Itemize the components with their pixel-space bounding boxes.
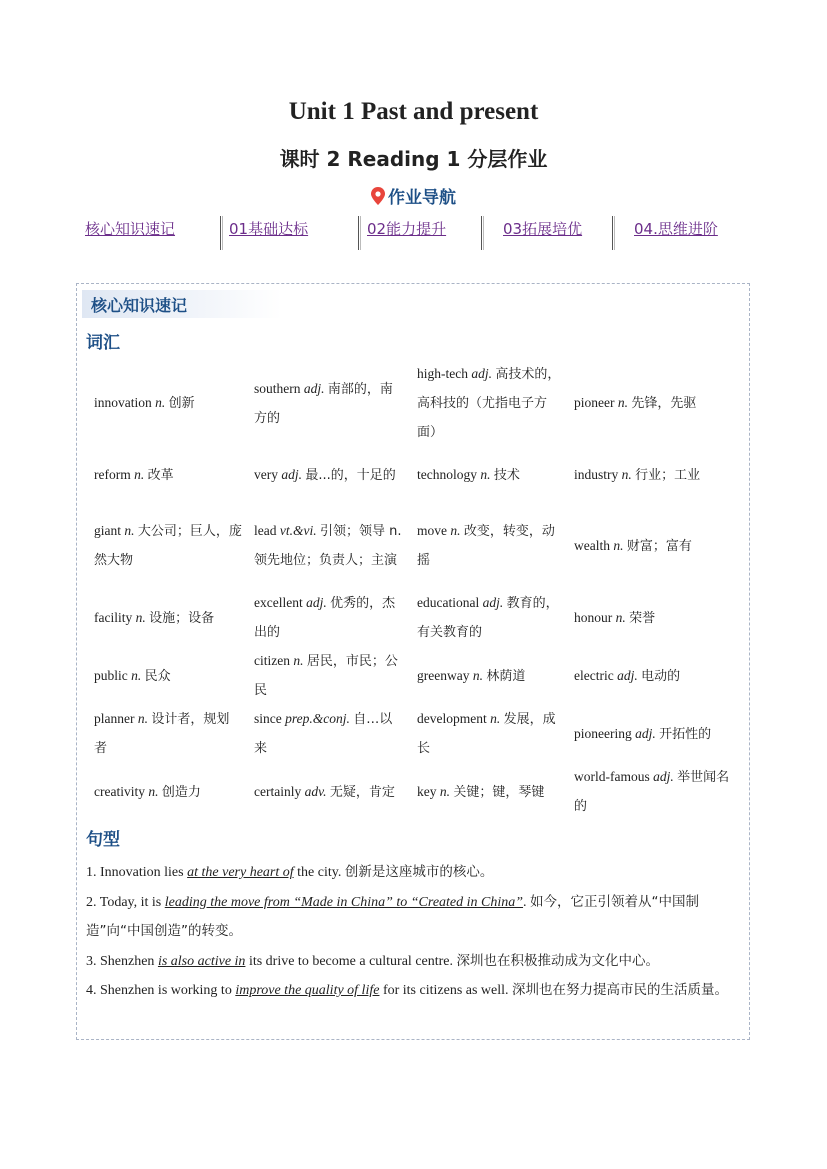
nav-heading-text: 作业导航 [388,188,456,208]
vocab-cell: wealth n. 财富；富有 [574,537,692,554]
key-phrase: leading the move from “Made in China” to “Created in China” [164,894,524,910]
vocab-cell: southern adj. 南部的，南方的 [254,380,393,426]
nav-divider [358,216,359,250]
nav-heading [0,183,827,208]
vocab-cell: citizen n. 居民，市民；公民 [254,653,398,698]
vocab-cell: excellent adj. 优秀的，杰出的 [254,595,396,640]
vocab-cell: development n. 发展，成长 [417,711,556,756]
sentence-item: 1. Innovation lies at the very heart of the city. 创新是这座城市的核心。 [86,864,494,880]
vocab-cell: very adj. 最...的，十足的 [254,466,396,483]
vocab-row [88,647,742,705]
vocab-cell: pioneer n. 先锋，先驱 [574,395,697,411]
vocab-cell: greenway n. 林荫道 [417,667,526,684]
nav-link-ability[interactable]: 02能力提升 [367,220,447,238]
sentence-list [86,858,740,1006]
key-phrase: is also active in [157,953,246,969]
vocab-cell: high-tech adj. 高技术的，高科技的（尤指电子方面） [417,366,561,440]
vocab-cell: electric adj. 电动的 [574,667,681,684]
vocab-cell: planner n. 设计者，规划者 [94,711,230,756]
vocab-cell: reform n. 改革 [94,466,174,483]
nav-divider [481,216,482,250]
vocab-row [88,589,742,647]
nav-divider [220,216,221,250]
vocab-cell: public n. 民众 [94,667,171,684]
vocab-row [88,447,742,503]
vocab-cell: innovation n. 创新 [94,395,195,411]
nav-divider [612,216,613,250]
vocab-cell: creativity n. 创造力 [94,783,201,800]
vocab-cell: honour n. 荣誉 [574,609,656,626]
nav-link-extension[interactable]: 03拓展培优 [503,220,583,238]
nav-link-basic[interactable]: 01基础达标 [229,220,309,238]
vocab-cell: giant n. 大公司；巨人，庞然大物 [94,523,242,568]
page-title: Unit 1 Past and present [288,98,539,125]
key-phrase: at the very heart of [187,865,294,880]
vocab-cell: industry n. 行业；工业 [574,466,701,483]
vocab-cell: since prep.&conj. 自…以来 [254,711,393,756]
nav-link-core-knowledge[interactable]: 核心知识速记 [85,220,176,238]
page-subtitle: 课时 2 Reading 1 分层作业 [279,147,548,171]
sentence-item: 3. Shenzhen is also active in its drive to become a cultural centre. 深圳也在积极推动成为文化中心。 [86,952,660,969]
sentence-item: 2. Today, it is leading the move from “Made in China” to “Created in China”. 如今，它正引领着从“中国制造”向“中国创造”的转变。 [86,893,700,939]
homework-nav [0,216,827,252]
vocab-cell: educational adj. 教育的，有关教育的 [417,595,559,640]
vocab-cell: world-famous adj. 举世闻名的 [574,769,730,814]
vocab-cell: certainly adv. 无疑，肯定 [254,783,395,800]
vocab-cell: technology n. 技术 [417,466,520,483]
vocab-cell: pioneering adj. 开拓性的 [574,725,712,742]
vocab-heading: 词汇 [86,333,120,353]
vocab-row [88,503,742,589]
location-pin-icon [371,187,385,205]
vocab-cell: key n. 关键；键，琴键 [417,783,545,800]
vocab-row [88,763,742,821]
vocab-table [88,360,742,821]
vocab-cell: move n. 改变，转变，动摇 [417,523,555,568]
vocab-cell: lead vt.&vi. 引领；领导 n.领先地位；负责人；主演 [254,523,402,568]
sentence-heading: 句型 [86,830,120,850]
vocab-cell: facility n. 设施；设备 [94,609,215,626]
sentence-item: 4. Shenzhen is working to improve the quality of life for its citizens as well. 深圳也在努力提高市民的生活质量。 [86,982,729,998]
vocab-row [88,705,742,763]
vocab-row [88,360,742,447]
nav-link-thinking[interactable]: 04.思维进阶 [634,220,718,238]
section-title: 核心知识速记 [91,296,188,315]
key-phrase: improve the quality of life [235,983,380,998]
